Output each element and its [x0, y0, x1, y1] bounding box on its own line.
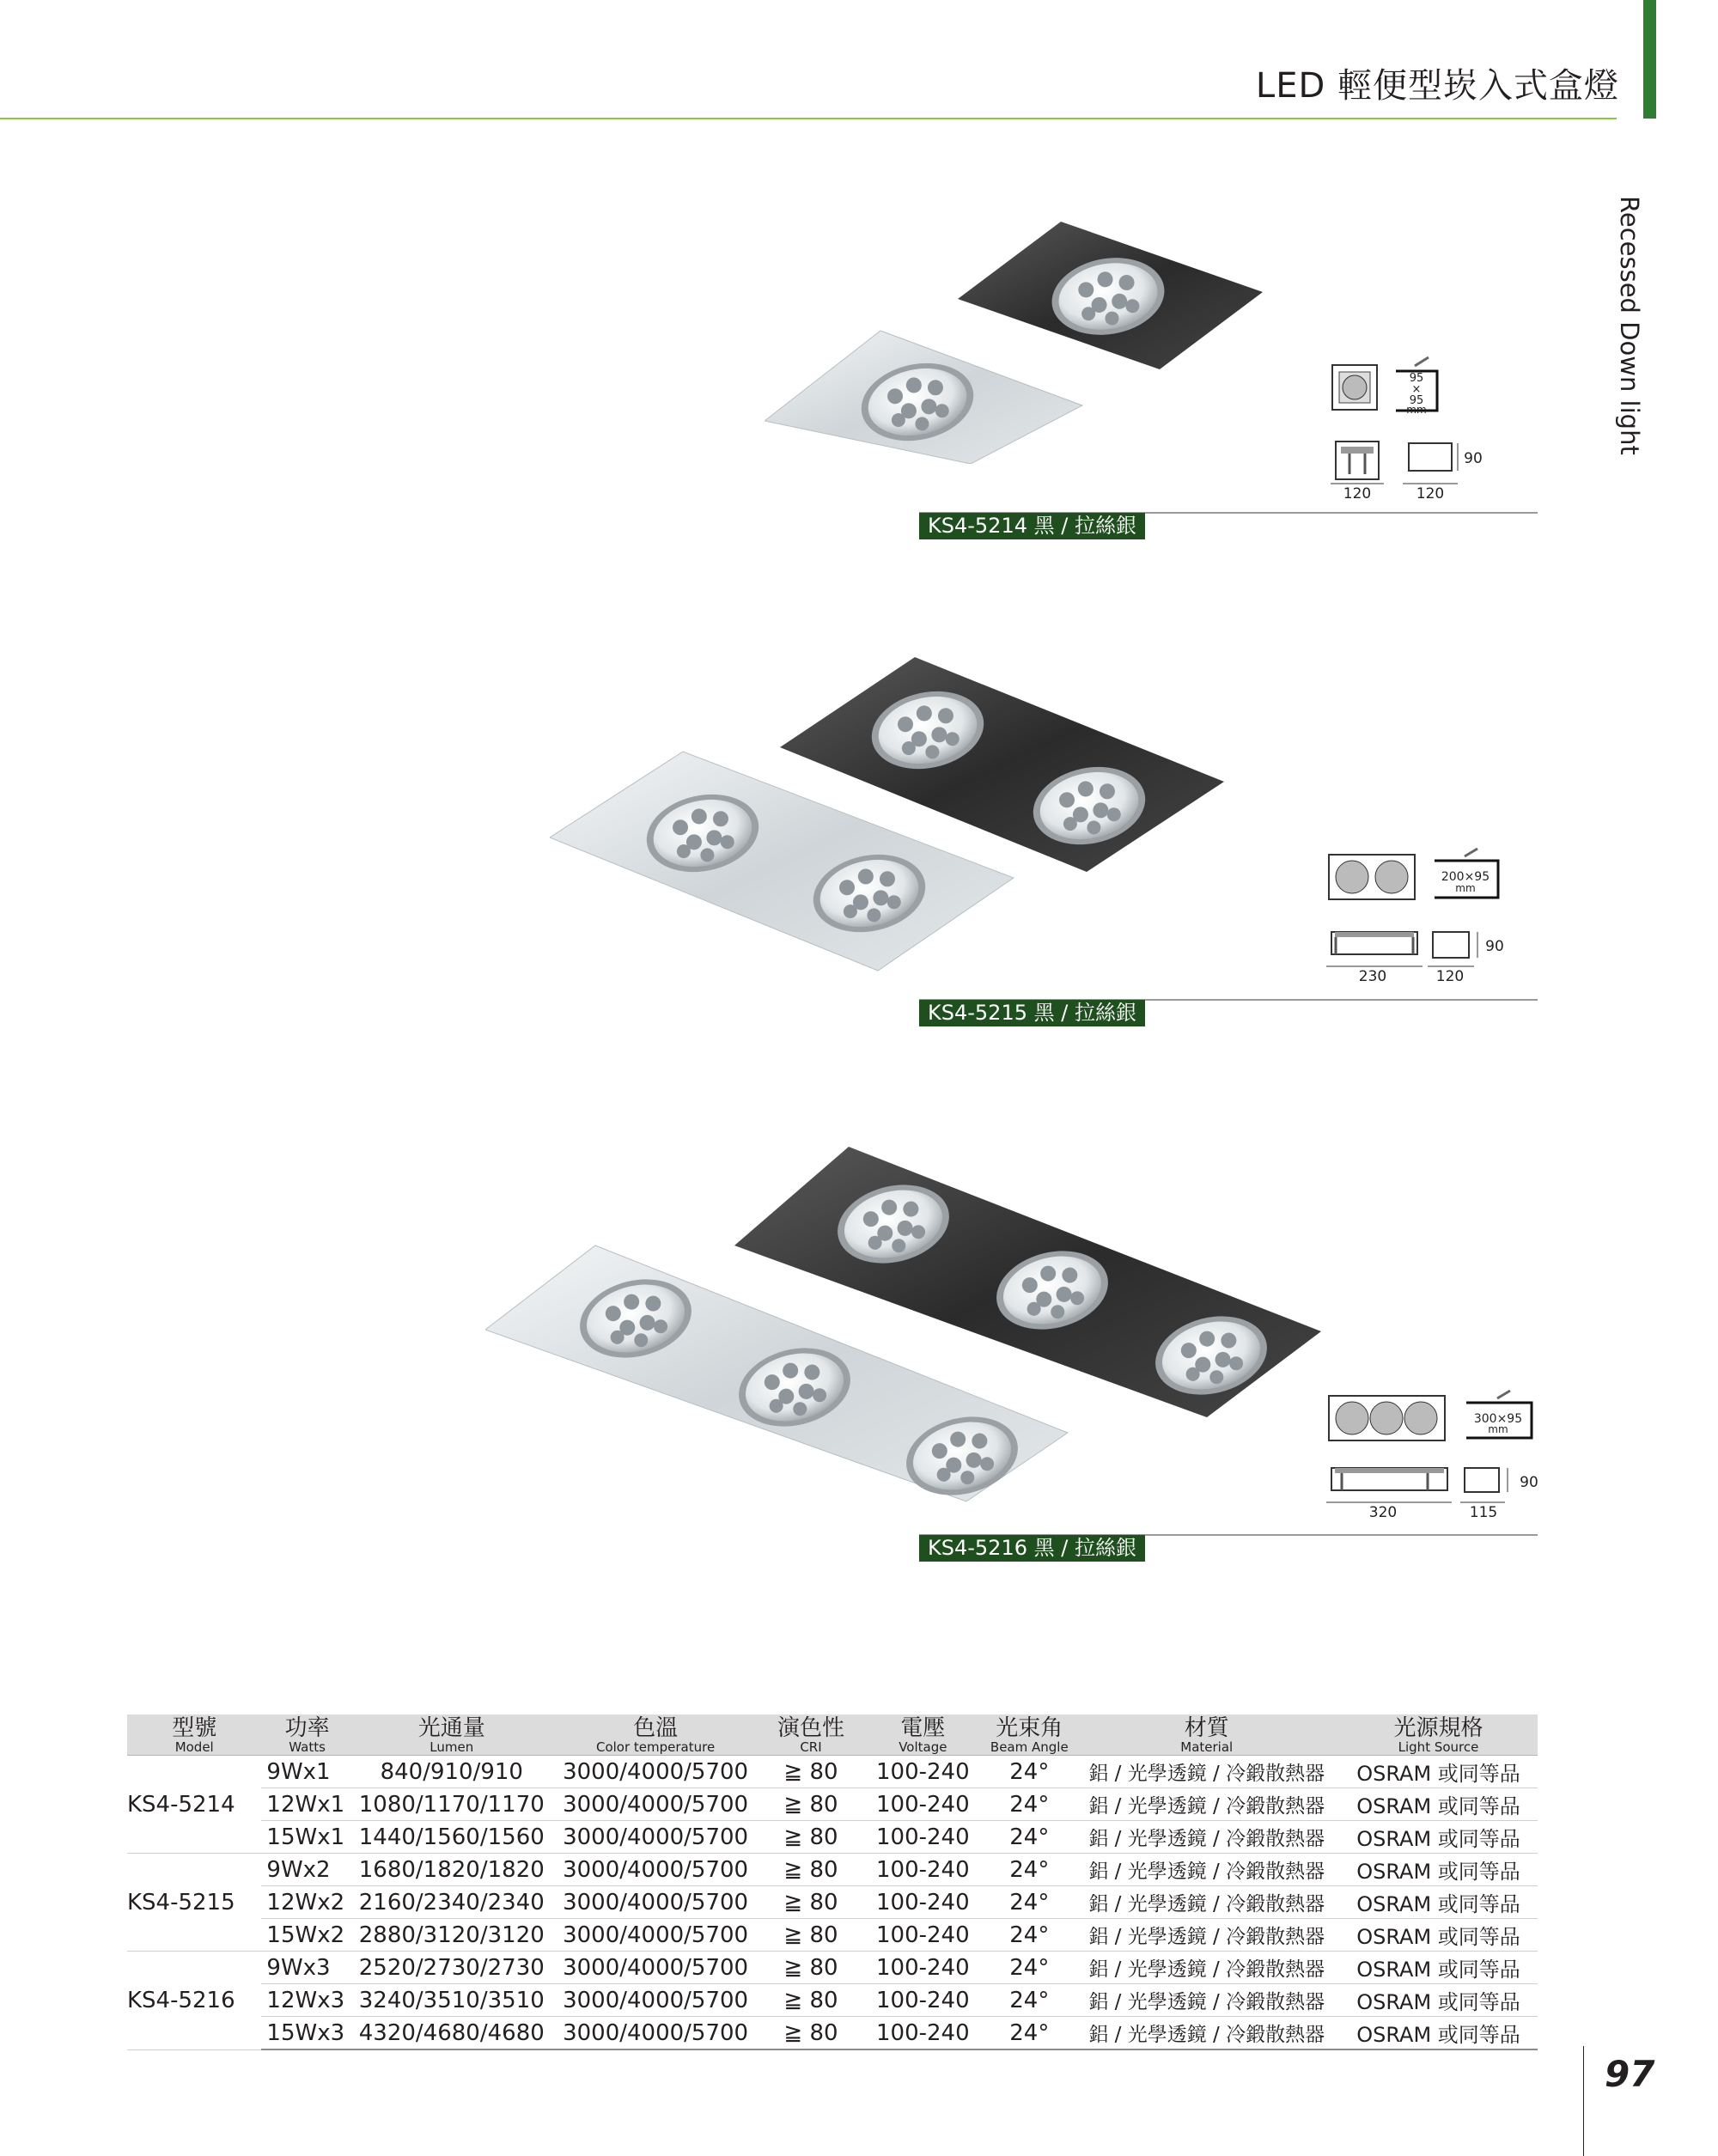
- page-title: LED 輕便型崁入式盒燈: [1255, 66, 1619, 106]
- cct-cell: 3000/4000/5700: [551, 1854, 761, 1886]
- dim-height: 90: [1520, 1474, 1538, 1491]
- lumen-cell: 2160/2340/2340: [353, 1886, 551, 1919]
- cri-cell: ≧ 80: [760, 1854, 861, 1886]
- cri-cell: ≧ 80: [760, 2017, 861, 2050]
- watts-cell: 12Wx3: [261, 1984, 352, 2017]
- side-label: Recessed Down light: [1615, 196, 1644, 455]
- watts-cell: 15Wx3: [261, 2017, 352, 2050]
- dimension-drawing-ks4-5214: [1327, 352, 1499, 502]
- voltage-cell: 100-240: [862, 1756, 985, 1788]
- page-number: 97: [1605, 2053, 1655, 2095]
- cutout-unit: mm: [1488, 1423, 1508, 1435]
- cri-cell: ≧ 80: [760, 1952, 861, 1984]
- cutout-unit: mm: [1455, 882, 1476, 894]
- lumen-cell: 2880/3120/3120: [353, 1919, 551, 1952]
- voltage-cell: 100-240: [862, 1821, 985, 1854]
- watts-cell: 9Wx3: [261, 1952, 352, 1984]
- cutout-height: 95: [1409, 394, 1424, 407]
- lumen-cell: 2520/2730/2730: [353, 1952, 551, 1984]
- dim-length: 320: [1368, 1504, 1398, 1521]
- source-cell: OSRAM 或同等品: [1339, 1952, 1538, 1984]
- beam-cell: 24°: [984, 1854, 1074, 1886]
- header-watts: 功率 Watts: [261, 1714, 352, 1756]
- beam-cell: 24°: [984, 2017, 1074, 2050]
- source-cell: OSRAM 或同等品: [1339, 1821, 1538, 1854]
- table-row: [127, 1952, 1538, 1984]
- voltage-cell: 100-240: [862, 2017, 985, 2050]
- header-lumen: 光通量 Lumen: [353, 1714, 551, 1756]
- source-cell: OSRAM 或同等品: [1339, 1788, 1538, 1821]
- cutout-size: 200×95: [1441, 870, 1490, 884]
- dim-height: 90: [1485, 938, 1504, 955]
- cri-cell: ≧ 80: [760, 1919, 861, 1952]
- dimension-drawing-ks4-5216: [1323, 1383, 1546, 1529]
- watts-cell: 15Wx1: [261, 1821, 352, 1854]
- lumen-cell: 1080/1170/1170: [353, 1788, 551, 1821]
- header-material: 材質 Material: [1074, 1714, 1339, 1756]
- beam-cell: 24°: [984, 1886, 1074, 1919]
- source-cell: OSRAM 或同等品: [1339, 1854, 1538, 1886]
- dim-length: 120: [1343, 485, 1372, 502]
- lumen-cell: 4320/4680/4680: [353, 2017, 551, 2050]
- cutout-times: ×: [1411, 383, 1422, 396]
- model-cell: KS4-5214: [127, 1756, 261, 1854]
- cct-cell: 3000/4000/5700: [551, 2017, 761, 2050]
- watts-cell: 9Wx2: [261, 1854, 352, 1886]
- source-cell: OSRAM 或同等品: [1339, 2017, 1538, 2050]
- cri-cell: ≧ 80: [760, 1984, 861, 2017]
- product-caption: KS4-5216 黑 / 拉絲銀: [919, 1535, 1145, 1562]
- voltage-cell: 100-240: [862, 1788, 985, 1821]
- header-rule: [0, 118, 1617, 119]
- header-color-temperature: 色溫 Color temperature: [551, 1714, 761, 1756]
- header-model: 型號 Model: [127, 1714, 261, 1756]
- source-cell: OSRAM 或同等品: [1339, 1886, 1538, 1919]
- cri-cell: ≧ 80: [760, 1821, 861, 1854]
- dimension-drawing-ks4-5215: [1323, 846, 1520, 988]
- source-cell: OSRAM 或同等品: [1339, 1984, 1538, 2017]
- product-caption: KS4-5214 黑 / 拉絲銀: [919, 513, 1145, 539]
- material-cell: 鋁 / 光學透鏡 / 冷鍛散熱器: [1074, 1886, 1339, 1919]
- lumen-cell: 1680/1820/1820: [353, 1854, 551, 1886]
- dim-width: 120: [1416, 485, 1445, 502]
- cct-cell: 3000/4000/5700: [551, 1788, 761, 1821]
- table-row: [127, 1788, 1538, 1821]
- beam-cell: 24°: [984, 1788, 1074, 1821]
- cutout-size: 300×95: [1473, 1412, 1523, 1426]
- header-light-source: 光源規格 Light Source: [1339, 1714, 1538, 1756]
- cct-cell: 3000/4000/5700: [551, 1756, 761, 1788]
- dim-height: 90: [1464, 450, 1483, 467]
- cct-cell: 3000/4000/5700: [551, 1952, 761, 1984]
- material-cell: 鋁 / 光學透鏡 / 冷鍛散熱器: [1074, 1821, 1339, 1854]
- cri-cell: ≧ 80: [760, 1886, 861, 1919]
- header-accent-bar: [1643, 0, 1656, 119]
- table-row: [127, 1756, 1538, 1788]
- lumen-cell: 3240/3510/3510: [353, 1984, 551, 2017]
- table-row: [127, 1854, 1538, 1886]
- watts-cell: 15Wx2: [261, 1919, 352, 1952]
- cutout-unit: mm: [1406, 404, 1427, 416]
- source-cell: OSRAM 或同等品: [1339, 1756, 1538, 1788]
- cct-cell: 3000/4000/5700: [551, 1919, 761, 1952]
- beam-cell: 24°: [984, 1919, 1074, 1952]
- cct-cell: 3000/4000/5700: [551, 1821, 761, 1854]
- beam-cell: 24°: [984, 1756, 1074, 1788]
- table-row: [127, 2017, 1538, 2050]
- voltage-cell: 100-240: [862, 1984, 985, 2017]
- page-number-divider: [1583, 2046, 1584, 2156]
- cct-cell: 3000/4000/5700: [551, 1984, 761, 2017]
- table-row: [127, 1919, 1538, 1952]
- beam-cell: 24°: [984, 1821, 1074, 1854]
- watts-cell: 9Wx1: [261, 1756, 352, 1788]
- table-header-row: [127, 1714, 1538, 1756]
- beam-cell: 24°: [984, 1952, 1074, 1984]
- product-photo-ks4-5214: [765, 215, 1271, 464]
- lumen-cell: 840/910/910: [353, 1756, 551, 1788]
- voltage-cell: 100-240: [862, 1854, 985, 1886]
- model-cell: KS4-5216: [127, 1952, 261, 2050]
- header-cri: 演色性 CRI: [760, 1714, 861, 1756]
- cct-cell: 3000/4000/5700: [551, 1886, 761, 1919]
- model-cell: KS4-5215: [127, 1854, 261, 1952]
- material-cell: 鋁 / 光學透鏡 / 冷鍛散熱器: [1074, 1984, 1339, 2017]
- voltage-cell: 100-240: [862, 1919, 985, 1952]
- material-cell: 鋁 / 光學透鏡 / 冷鍛散熱器: [1074, 1919, 1339, 1952]
- product-photo-ks4-5215: [550, 653, 1237, 996]
- material-cell: 鋁 / 光學透鏡 / 冷鍛散熱器: [1074, 1756, 1339, 1788]
- product-photo-ks4-5216: [485, 1142, 1327, 1503]
- header-voltage: 電壓 Voltage: [862, 1714, 985, 1756]
- material-cell: 鋁 / 光學透鏡 / 冷鍛散熱器: [1074, 1952, 1339, 1984]
- material-cell: 鋁 / 光學透鏡 / 冷鍛散熱器: [1074, 1854, 1339, 1886]
- table-row: [127, 1821, 1538, 1854]
- table-row: [127, 1984, 1538, 2017]
- cri-cell: ≧ 80: [760, 1788, 861, 1821]
- watts-cell: 12Wx2: [261, 1886, 352, 1919]
- spec-table: [127, 1714, 1538, 2050]
- lumen-cell: 1440/1560/1560: [353, 1821, 551, 1854]
- header-beam-angle: 光束角 Beam Angle: [984, 1714, 1074, 1756]
- voltage-cell: 100-240: [862, 1886, 985, 1919]
- dim-width: 115: [1469, 1504, 1498, 1521]
- dim-length: 230: [1358, 968, 1387, 985]
- material-cell: 鋁 / 光學透鏡 / 冷鍛散熱器: [1074, 2017, 1339, 2050]
- material-cell: 鋁 / 光學透鏡 / 冷鍛散熱器: [1074, 1788, 1339, 1821]
- cri-cell: ≧ 80: [760, 1756, 861, 1788]
- beam-cell: 24°: [984, 1984, 1074, 2017]
- product-caption: KS4-5215 黑 / 拉絲銀: [919, 1000, 1145, 1026]
- source-cell: OSRAM 或同等品: [1339, 1919, 1538, 1952]
- table-row: [127, 1886, 1538, 1919]
- dim-width: 120: [1435, 968, 1465, 985]
- cutout-width: 95: [1409, 372, 1424, 385]
- voltage-cell: 100-240: [862, 1952, 985, 1984]
- watts-cell: 12Wx1: [261, 1788, 352, 1821]
